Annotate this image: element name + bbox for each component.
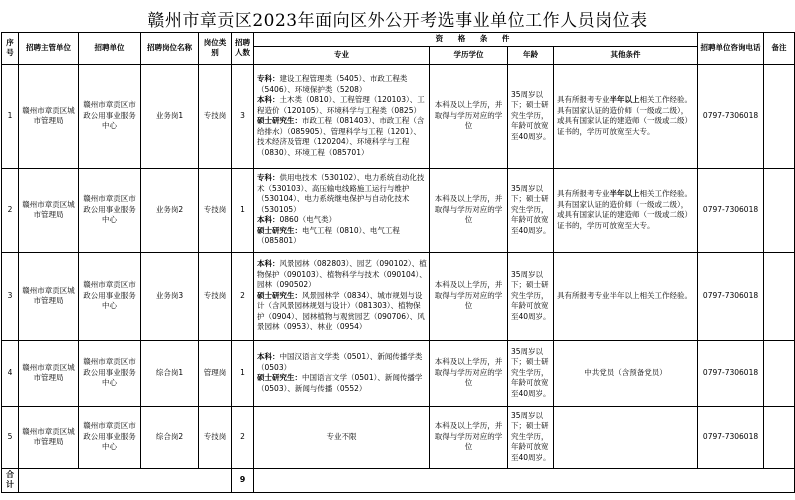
header-dept: 招聘主管单位 [19,33,79,65]
cell-education: 本科及以上学历，并取得与学历对应的学位 [430,168,508,252]
header-major: 专业 [254,46,430,64]
total-row [2,468,795,492]
positions-table [1,32,795,493]
cell-education: 本科及以上学历，并取得与学历对应的学位 [430,340,508,406]
header-other: 其他条件 [554,46,698,64]
major-line: 硕士研究生：风景园林学（0834）、城市规划与设计（含风景园林规划与设计）（081303）、植物保护（0904）、园林植物与观赏园艺（090706）、风景园林（0953）、林业（0954） [257,290,425,332]
major-line: 硕士研究生：中国语言文学（0501）、新闻传播学（0503）、新闻与传播（0552） [257,373,423,393]
cell-phone: 0797-7306018 [698,252,764,340]
major-line: 硕士研究生：市政工程（081403）、市政工程（含给排水）（085905）、管理科学与工程（1201）、技术经济及管理（120204）、环境科学与工程（0830）、环境工程（085701） [257,116,425,157]
header-phone: 招聘单位咨询电话 [698,33,764,65]
cell-education: 本科及以上学历，并取得与学历对应的学位 [430,252,508,340]
cell-other: 具有所报考专业半年以上相关工作经验。 [554,252,698,340]
cell-phone: 0797-7306018 [698,168,764,252]
major-line: 本科：土木类（0810）、工程管理（120103）、工程造价（120105）、环境科学与工程类（0825） [257,95,425,115]
header-education: 学历学位 [430,46,508,64]
header-age: 年龄 [508,46,554,64]
cell-age: 35周岁以下；硕士研究生学历，年龄可放宽至40周岁。 [508,64,554,168]
cell-pos-type: 管理岗 [199,340,232,406]
header-count: 招聘人数 [232,33,254,65]
table-row [2,168,795,252]
cell-dept: 赣州市章贡区城市管理局 [19,168,79,252]
cell-phone: 0797-7306018 [698,340,764,406]
cell-remark [764,64,795,168]
cell-phone: 0797-7306018 [698,64,764,168]
major-line: 本科：中国汉语言文学类（0501）、新闻传播学类（0503） [257,352,423,372]
cell-remark [764,168,795,252]
table-row [2,64,795,168]
cell-count: 1 [232,168,254,252]
table-row [2,340,795,406]
total-count: 9 [232,468,254,492]
cell-seq: 4 [2,340,19,406]
header-qualification: 资 格 条 件 [254,33,698,47]
cell-major [254,252,430,340]
page-title: 赣州市章贡区2023年面向区外公开考选事业单位工作人员岗位表 [147,11,648,31]
cell-count: 3 [232,64,254,168]
cell-other: 具有所报考专业半年以上相关工作经验。具有国家认证的造价师（一级或二级），或具有国家认证的建造师（一级或二级）证书的，学历可放宽至大专。 [554,168,698,252]
cell-pos-type: 专技岗 [199,168,232,252]
header-seq: 序号 [2,33,19,65]
total-label: 合计 [2,468,19,492]
cell-pos-type: 专技岗 [199,406,232,468]
cell-age: 35周岁以下；硕士研究生学历，年龄可放宽至40周岁。 [508,340,554,406]
cell-pos-type: 专技岗 [199,252,232,340]
major-line: 专科：供用电技术（530102）、电力系统自动化技术（530103）、高压输电线路施工运行与维护（530104）、电力系统继电保护与自动化技术（530105） [257,173,425,214]
cell-pos-name: 业务岗3 [141,252,199,340]
cell-pos-name: 综合岗2 [141,406,199,468]
cell-age: 35周岁以下；硕士研究生学历，年龄可放宽至40周岁。 [508,168,554,252]
cell-major [254,64,430,168]
cell-seq: 5 [2,406,19,468]
cell-major [254,340,430,406]
cell-pos-type: 专技岗 [199,64,232,168]
major-line: 专科：建设工程管理类（5405）、市政工程类（5406）、环境保护类（5208） [257,74,408,94]
cell-dept: 赣州市章贡区城市管理局 [19,406,79,468]
cell-dept: 赣州市章贡区城市管理局 [19,252,79,340]
cell-count: 1 [232,340,254,406]
cell-education: 本科及以上学历，并取得与学历对应的学位 [430,406,508,468]
cell-major: 专业不限 [254,406,430,468]
cell-remark [764,252,795,340]
table-row [2,252,795,340]
cell-pos-name: 业务岗1 [141,64,199,168]
header-row-1 [2,33,795,47]
cell-unit: 赣州市章贡区市政公用事业服务中心 [79,252,141,340]
cell-age: 35周岁以下；硕士研究生学历，年龄可放宽至40周岁。 [508,252,554,340]
total-spacer [19,468,232,492]
cell-other: 具有所报考专业半年以上相关工作经验。具有国家认证的造价师（一级或二级），或具有国家认证的建造师（一级或二级）证书的，学历可放宽至大专。 [554,64,698,168]
cell-age: 35周岁以下；硕士研究生学历，年龄可放宽至40周岁。 [508,406,554,468]
table-row [2,406,795,468]
cell-major [254,168,430,252]
cell-pos-name: 业务岗2 [141,168,199,252]
cell-unit: 赣州市章贡区市政公用事业服务中心 [79,406,141,468]
cell-unit: 赣州市章贡区市政公用事业服务中心 [79,64,141,168]
major-line: 硕士研究生：电气工程（0810）、电气工程（085801） [257,225,400,246]
cell-remark [764,406,795,468]
cell-pos-name: 综合岗1 [141,340,199,406]
major-line: 本科：风景园林（082803）、园艺（090102）、植物保护（090103）、植物科学与技术（090104）、园林（090502） [257,259,427,290]
cell-seq: 3 [2,252,19,340]
header-pos-type: 岗位类别 [199,33,232,65]
cell-unit: 赣州市章贡区市政公用事业服务中心 [79,168,141,252]
cell-other [554,406,698,468]
header-unit: 招聘单位 [79,33,141,65]
cell-phone: 0797-7306018 [698,406,764,468]
cell-education: 本科及以上学历，并取得与学历对应的学位 [430,64,508,168]
cell-seq: 1 [2,64,19,168]
major-line: 本科：0860（电气类） [257,215,337,225]
cell-seq: 2 [2,168,19,252]
cell-other: 中共党员（含预备党员） [554,340,698,406]
cell-dept: 赣州市章贡区城市管理局 [19,64,79,168]
header-remark: 备注 [764,33,795,65]
header-pos-name: 招聘岗位名称 [141,33,199,65]
cell-unit: 赣州市章贡区市政公用事业服务中心 [79,340,141,406]
cell-count: 2 [232,406,254,468]
total-empty [254,468,795,492]
cell-remark [764,340,795,406]
cell-dept: 赣州市章贡区城市管理局 [19,340,79,406]
cell-count: 2 [232,252,254,340]
